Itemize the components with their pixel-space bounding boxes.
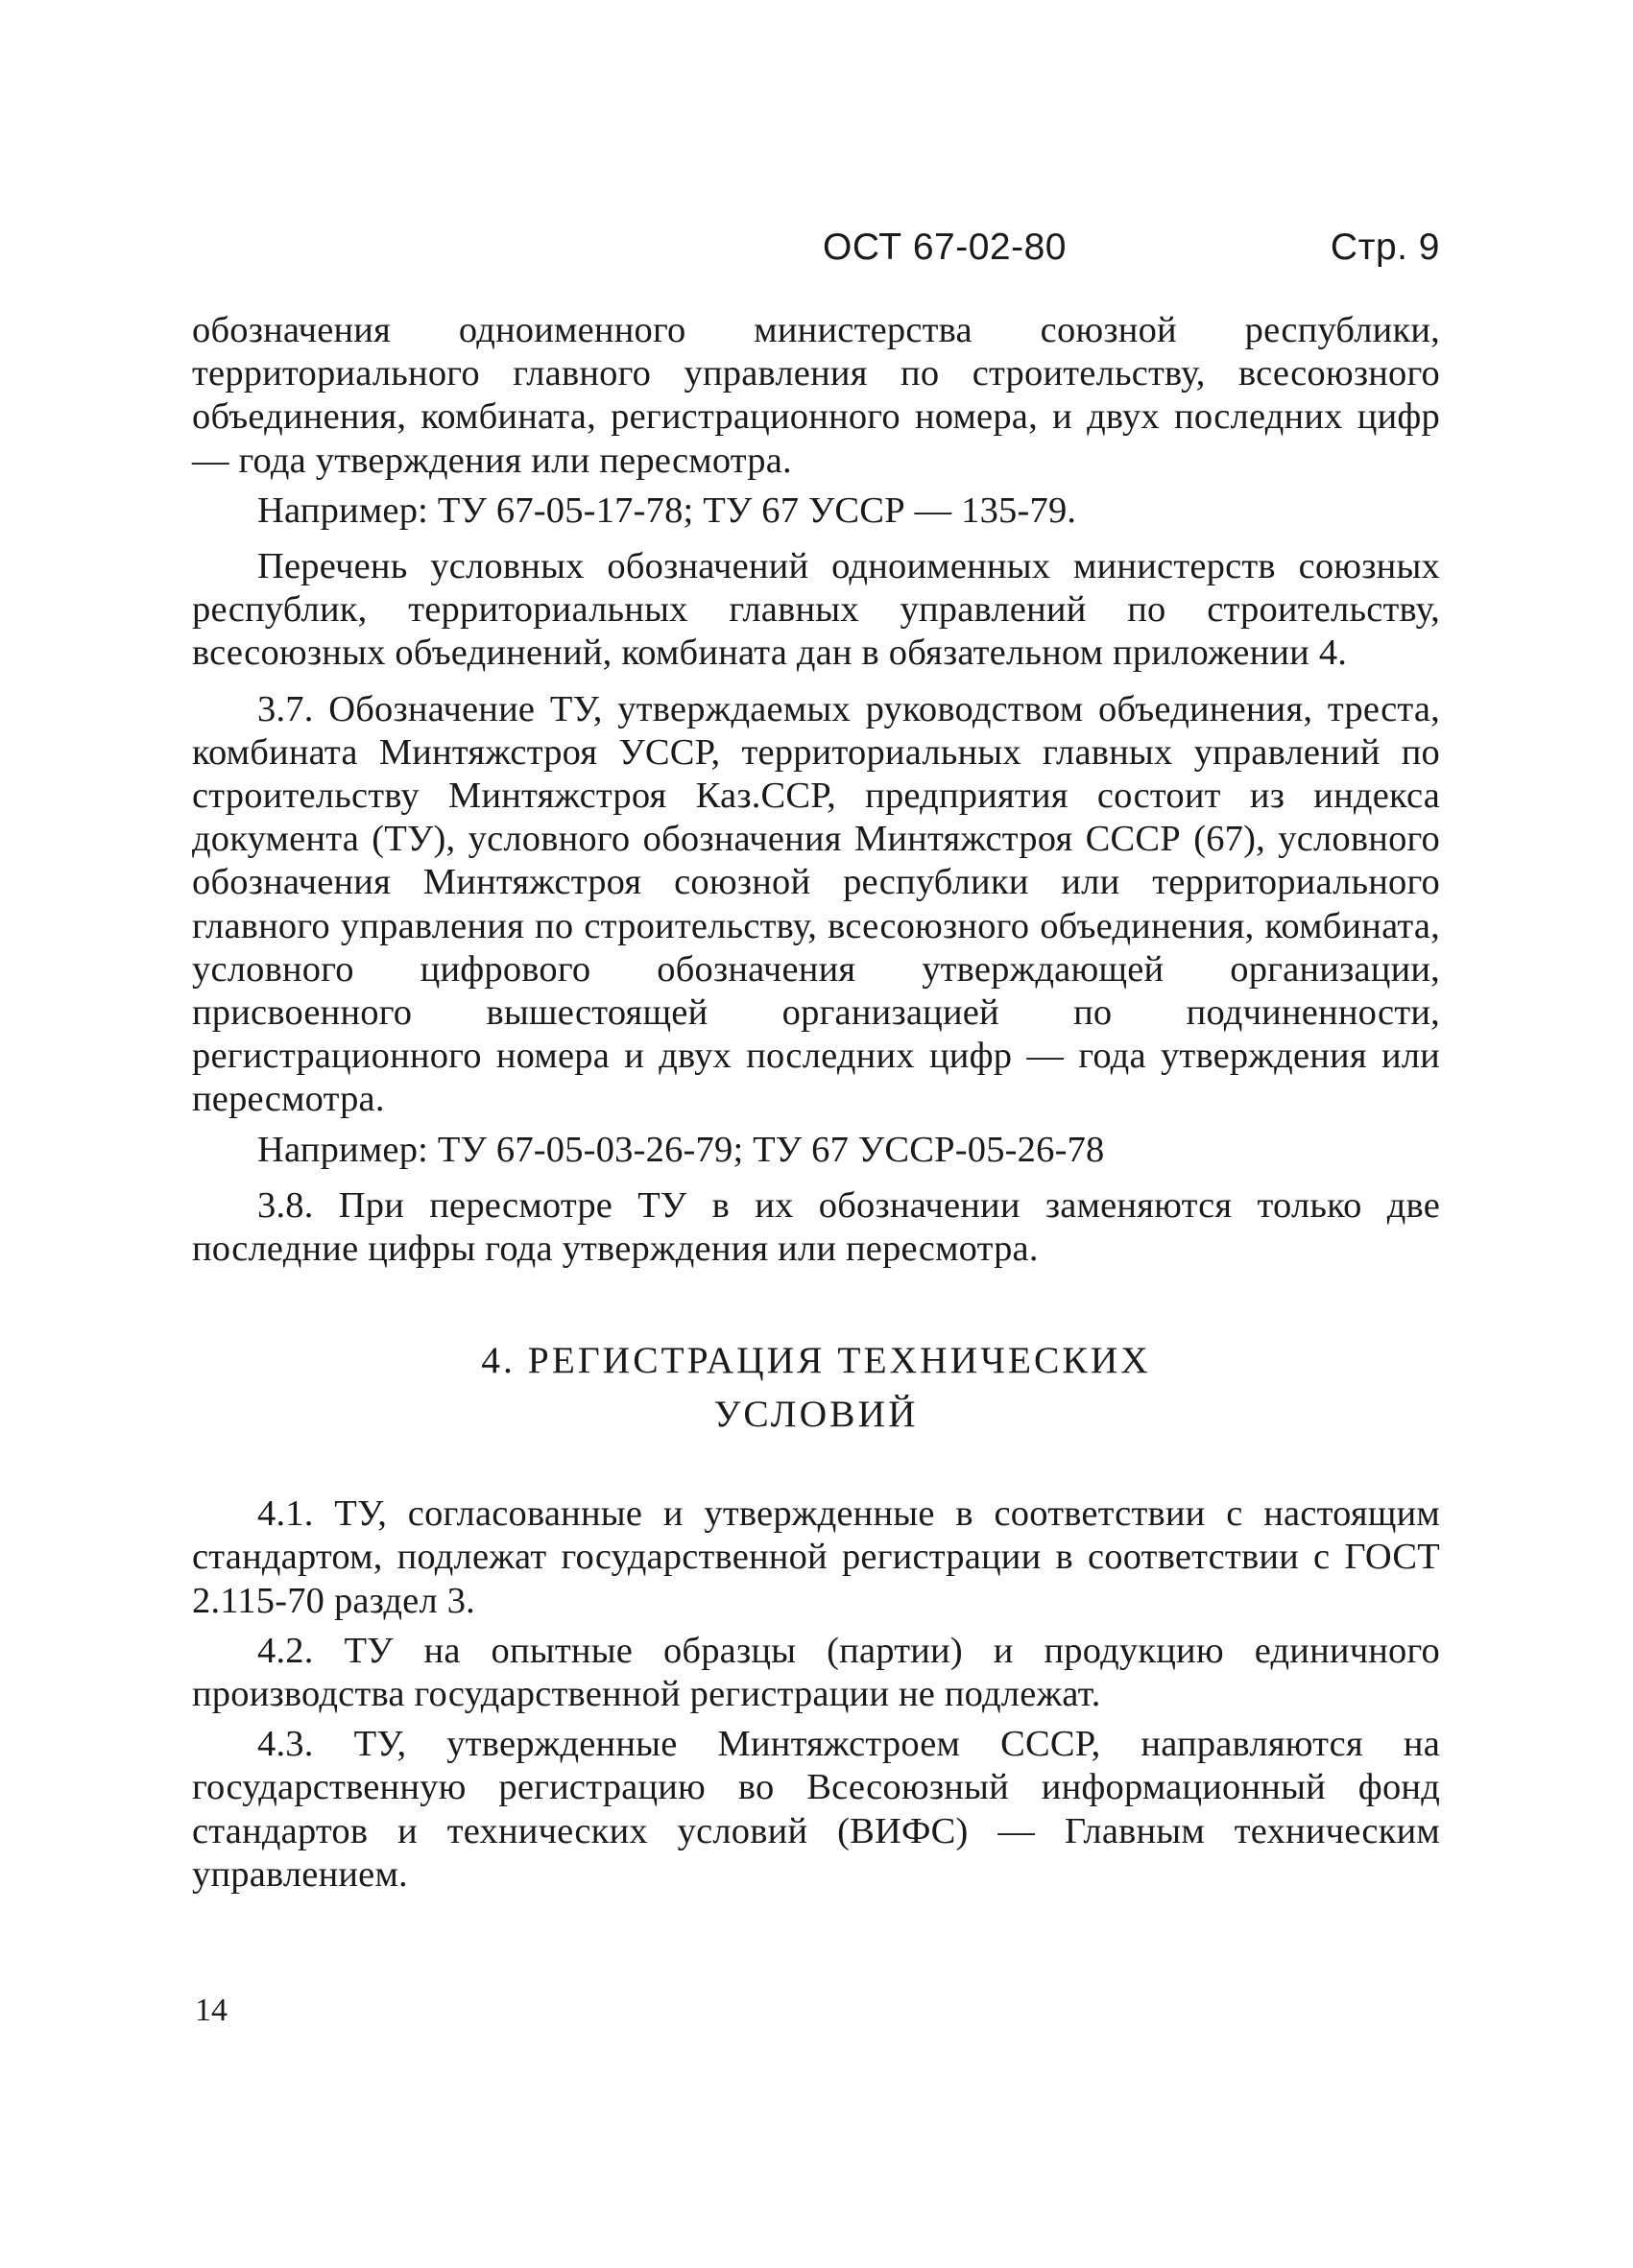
section-heading bbox=[192, 1333, 1440, 1441]
paragraph-continuation: обозначения одноименного министерства союзной республики, территориального главного управления по строительству, всесоюзного объединения, комбината, регистрационного номера, и двух последних цифр — года утверждения или пересмотра. bbox=[192, 310, 1440, 481]
paragraph-example: Например: ТУ 67-05-17-78; ТУ 67 УССР — 135-79. bbox=[257, 489, 1077, 531]
running-header bbox=[192, 219, 1440, 276]
paragraph-3-7: 3.7. Обозначение ТУ, утверждаемых руководством объединения, треста, комбината Минтяжстроя УССР, территориальных главных управлений по строительству Минтяжстроя Каз.ССР, предприятия состоит из индекса документа (ТУ), условного обозначения Минтяжстроя СССР (67), условного обозначения Минтяжстроя союзной республики или территориального главного управления по строительству, всесоюзного объединения, комбината, условного цифрового обозначения утверждающей организации, присвоенного вышестоящей организацией по подчиненности, регистрационного номера и двух последних цифр — года утверждения или пересмотра. bbox=[192, 688, 1440, 1120]
section-heading-line: УСЛОВИЙ bbox=[713, 1393, 919, 1436]
page-number: 14 bbox=[195, 1993, 228, 2028]
document-code: ОСТ 67-02-80 bbox=[823, 227, 1067, 268]
paragraph-example: Например: ТУ 67-05-03-26-79; ТУ 67 УССР-05-26-78 bbox=[257, 1129, 1105, 1170]
section-heading-line: 4. РЕГИСТРАЦИЯ ТЕХНИЧЕСКИХ bbox=[481, 1339, 1151, 1382]
paragraph-4-1: 4.1. ТУ, согласованные и утвержденные в соответствии с настоящим стандартом, подлежат государственной регистрации в соответствии с ГОСТ 2.115-70 раздел 3. bbox=[192, 1493, 1440, 1621]
document-body bbox=[192, 309, 1440, 1897]
page-label: Стр. 9 bbox=[1330, 227, 1440, 268]
paragraph-list-reference: Перечень условных обозначений одноименных министерств союзных республик, территориальных главных управлений по строительству, всесоюзных объединений, комбината дан в обязательном приложении 4. bbox=[192, 546, 1440, 674]
paragraph-3-8: 3.8. При пересмотре ТУ в их обозначении заменяются только две последние цифры года утверждения или пересмотра. bbox=[192, 1184, 1440, 1270]
paragraph-4-2: 4.2. ТУ на опытные образцы (партии) и продукцию единичного производства государственной регистрации не подлежат. bbox=[192, 1630, 1440, 1715]
paragraph-4-3: 4.3. ТУ, утвержденные Минтяжстроем СССР, направляются на государственную регистрацию во Всесоюзный информационный фонд стандартов и технических условий (ВИФС) — Главным техническим управлением. bbox=[192, 1724, 1440, 1895]
